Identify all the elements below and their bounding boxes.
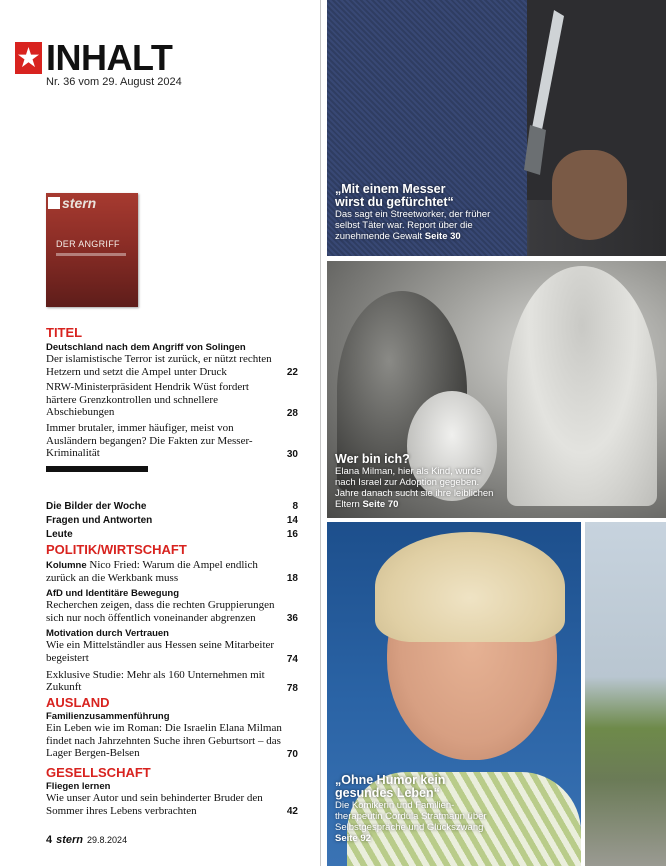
section-divider-bar	[46, 466, 148, 472]
footer-brand: stern	[56, 834, 84, 846]
section-heading: POLITIK/WIRTSCHAFT	[46, 542, 187, 557]
toc-short-items	[46, 500, 298, 542]
toc-entry[interactable]	[46, 669, 298, 694]
photo-knife[interactable]	[327, 0, 666, 256]
cover-thumbnail[interactable]	[46, 193, 138, 307]
entry-text: Der islamistische Terror ist zurück, er nützt rechten Hetzern und setzt die Ampel unter Druck	[46, 353, 272, 378]
caption-headline: gesundes Leben“	[335, 786, 440, 800]
entry-text: Wie ein Mittelständler aus Hessen seine Mitarbeiter begeistert	[46, 639, 275, 664]
caption-headline: Wer bin ich?	[335, 452, 410, 466]
entry-text: Recherchen zeigen, dass die rechten Gruppierungen sich nur noch öffentlich voneinander abgrenzen	[46, 599, 275, 624]
toc-titel	[46, 325, 298, 472]
entry-heading: Kolumne	[46, 560, 87, 571]
section-heading: GESELLSCHAFT	[46, 765, 151, 780]
toc-entry[interactable]	[46, 599, 298, 624]
entry-page: 28	[286, 407, 298, 419]
toc-entry[interactable]	[46, 422, 298, 460]
entry-page: 42	[286, 806, 298, 818]
entry-heading: Deutschland nach dem Angriff von Solingen	[46, 342, 246, 353]
entry-heading: AfD und Identitäre Bewegung	[46, 588, 179, 600]
caption-headline: „Ohne Humor kein	[335, 773, 446, 787]
caption-text: Die Komikerin und Familientherapeutin Cordula Stratmann über Selbstgespräche und Glückszwang	[335, 800, 487, 833]
toc-entry[interactable]	[46, 722, 298, 760]
photo-portrait[interactable]	[327, 522, 581, 866]
entry-label: Die Bilder der Woche	[46, 501, 147, 512]
entry-heading: Fliegen lernen	[46, 781, 111, 792]
caption-page: Seite 70	[362, 499, 399, 510]
entry-page: 22	[286, 367, 298, 379]
entry-text: Wie unser Autor und sein behinderter Bruder den Sommer ihres Lebens verbrachten	[46, 792, 263, 817]
entry-label: Leute	[46, 529, 73, 540]
entry-text: Exklusive Studie: Mehr als 160 Unternehmen mit Zukunft	[46, 668, 265, 694]
toc-entry[interactable]	[46, 500, 298, 514]
caption-humor	[335, 774, 495, 844]
magazine-logo	[15, 37, 173, 78]
cover-headline: DER ANGRIFF	[56, 239, 120, 249]
cover-brand: stern	[62, 195, 97, 211]
caption-page: Seite 92	[335, 833, 371, 844]
entry-page: 8	[292, 501, 298, 512]
entry-page: 36	[286, 613, 298, 625]
footer-page-number: 4	[46, 834, 53, 846]
toc-entry[interactable]	[46, 528, 298, 542]
photo-hand	[552, 150, 627, 240]
entry-text: NRW-Ministerpräsident Hendrik Wüst fordert härtere Grenzkontrollen und schnellere Abschiebungen	[46, 381, 249, 419]
photo-woman	[507, 266, 657, 506]
column-divider	[320, 0, 321, 866]
entry-page: 16	[286, 529, 298, 540]
entry-page: 14	[286, 515, 298, 526]
page-title: INHALT	[46, 37, 173, 78]
entry-heading: Motivation durch Vertrauen	[46, 628, 169, 640]
entry-page: 74	[286, 653, 298, 665]
entry-text: Nico Fried: Warum die Ampel endlich zurück an die Werkbank muss	[46, 559, 258, 584]
toc-ausland	[46, 695, 298, 760]
caption-knife	[335, 183, 495, 242]
cover-star-icon	[48, 197, 60, 209]
caption-headline: wirst du gefürchtet“	[335, 195, 454, 209]
photo-family[interactable]	[327, 261, 666, 518]
footer-date: 29.8.2024	[87, 835, 128, 845]
section-heading: AUSLAND	[46, 695, 110, 710]
entry-page: 18	[286, 573, 298, 585]
toc-entry[interactable]	[46, 792, 298, 817]
entry-page: 70	[286, 748, 298, 760]
photo-landscape[interactable]	[585, 522, 666, 866]
caption-text: Elana Milman, hier als Kind, wurde nach Israel zur Adoption gegeben. Jahre danach sucht sie ihre leiblichen Eltern	[335, 466, 494, 510]
toc-entry[interactable]	[46, 559, 298, 584]
caption-adoption	[335, 453, 495, 510]
toc-entry[interactable]	[46, 381, 298, 419]
toc-entry[interactable]	[46, 639, 298, 664]
entry-label: Fragen und Antworten	[46, 515, 153, 526]
toc-gesellschaft	[46, 765, 298, 817]
page-footer	[46, 834, 127, 846]
toc-politik	[46, 542, 298, 694]
entry-page: 78	[286, 682, 298, 694]
entry-heading: Familienzusammenführung	[46, 711, 170, 722]
photo-hair	[375, 532, 565, 642]
entry-text: Ein Leben wie im Roman: Die Israelin Elana Milman findet nach Jahrzehnten Suche ihren Geburtsort – das Lager Bergen-Belsen	[46, 722, 282, 760]
section-heading: TITEL	[46, 325, 83, 340]
caption-text: Das sagt ein Streetworker, der früher selbst Täter war. Report über die zunehmende Gewalt	[335, 209, 491, 242]
entry-text: Immer brutaler, immer häufiger, meist von Ausländern begangen? Die Fakten zur Messer-Kriminalität	[46, 421, 253, 460]
toc-entry[interactable]	[46, 353, 298, 378]
issue-date: Nr. 36 vom 29. August 2024	[46, 76, 182, 88]
toc-entry[interactable]	[46, 514, 298, 528]
stern-star-icon	[15, 42, 42, 74]
cover-subline	[56, 253, 126, 256]
caption-headline: „Mit einem Messer	[335, 182, 446, 196]
entry-page: 30	[286, 448, 298, 460]
caption-page: Seite 30	[424, 231, 461, 242]
